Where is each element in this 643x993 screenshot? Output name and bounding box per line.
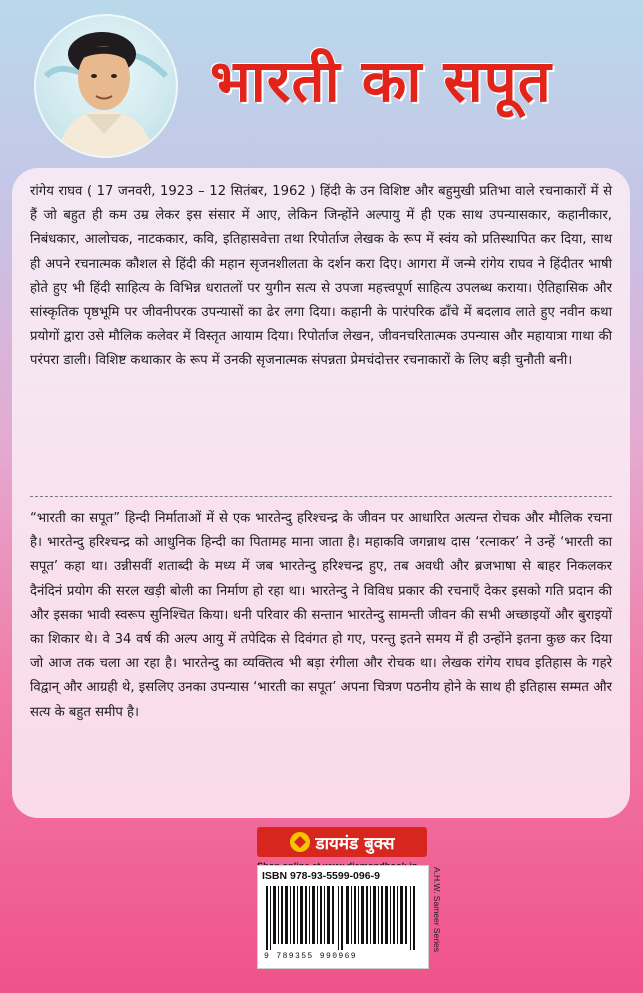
barcode-graphic [264, 886, 422, 950]
diamond-logo-icon [290, 832, 310, 852]
isbn-text: ISBN 978-93-5599-096-9 [262, 870, 380, 882]
publisher-logo [257, 827, 427, 857]
series-label: A.H.W. Sameer Series [432, 867, 442, 953]
barcode-box [257, 865, 429, 969]
barcode-digits: 9 789355 990969 [264, 952, 358, 961]
book-summary-paragraph: “भारती का सपूत” हिन्दी निर्माताओं में से एक भारतेन्दु हरिश्चन्द्र के जीवन पर आधारित अत्यन्त रोचक और मौलिक रचना है। भारतेन्दु हरिश्चन्द्र को आधुनिक हिन्दी का पितामह माना जाता है। महाकवि जगन्नाथ दास ‘रत्नाकर’ ने उन्हें ‘भारती का सपूत’ कहा था। उन्नीसवीं शताब्दी के मध्य में जब भारतेन्दु हरिश्चन्द्र हुए, तब अवधी और ब्रजभाषा से बाहर निकलकर दैनंदिनं प्रयोग की सरल खड़ी बोली का निर्माण हो रहा था। भारतेन्दु ने विविध प्रकार की रचनाएँ देकर इसको गति प्रदान की और इसका भावी स्वरूप सुनिश्चित किया। धनी परिवार की सन्तान भारतेन्दु सामन्ती जीवन की सभी अच्छाइयों और बुराइयों का शिकार थे। वे 34 वर्ष की अल्प आयु में तपेदिक से दिवंगत हो गए, परन्तु इतने समय में ही उन्होंने इतना कुछ कर दिया जो आज तक चला आ रहा है। भारतेन्दु का व्यक्तित्व भी बड़ा रंगीला और रोचक था। लेखक रांगेय राघव इतिहास के गहरे विद्वान् और आग्रही थे, इसलिए उनका उपन्यास ‘भारती का सपूत’ अपना चित्रण पठनीय होने के साथ ही इतिहास सम्मत और सत्य के बहुत समीप है। [30, 511, 612, 720]
author-bio-paragraph: रांगेय राघव ( 17 जनवरी, 1923 – 12 सितंबर, 1962 ) हिंदी के उन विशिष्ट और बहुमुखी प्रतिभा वाले रचनाकारों में से हैं जो बहुत ही कम उम्र लेकर इस संसार में आए, लेकिन जिन्होंने अल्पायु में ही एक साथ उपन्यासकार, कहानीकार, निबंधकार, आलोचक, नाटककार, कवि, इतिहासवेत्ता तथा रिपोर्ताज लेखक के रूप में स्वंय को प्रतिस्थापित कर दिया, साथ ही अपने रचनात्मक कौशल से हिंदी की महान सृजनशीलता के दर्शन करा दिए। आगरा में जन्मे रांगेय राघव ने हिंदीतर भाषी होते हुए भी हिंदी साहित्य के विभिन्न धरातलों पर युगीन सत्य से उपजा महत्त्वपूर्ण साहित्य उपलब्ध कराया। ऐतिहासिक और सांस्कृतिक पृष्ठभूमि पर जीवनीपरक उपन्यासों का ढेर लगा दिया। कहानी के पारंपरिक ढाँचे में बदलाव लाते हुए नवीन कथा प्रयोगों द्वारा उसे मौलिक कलेवर में विस्तृत आयाम दिया। रिपोर्ताज लेखन, जीवनचरितात्मक उपन्यास और महायात्रा गाथा की परंपरा डाली। विशिष्ट कथाकार के रूप में उनकी सृजनात्मक संपन्नता प्रेमचंदोत्तर रचनाकारों के लिए बड़ी चुनौती बनी। [30, 184, 612, 369]
publisher-name: डायमंड बुक्स [315, 833, 395, 854]
section-divider [30, 496, 612, 497]
author-portrait [34, 14, 178, 158]
book-title: भारती का सपूत [210, 47, 552, 115]
